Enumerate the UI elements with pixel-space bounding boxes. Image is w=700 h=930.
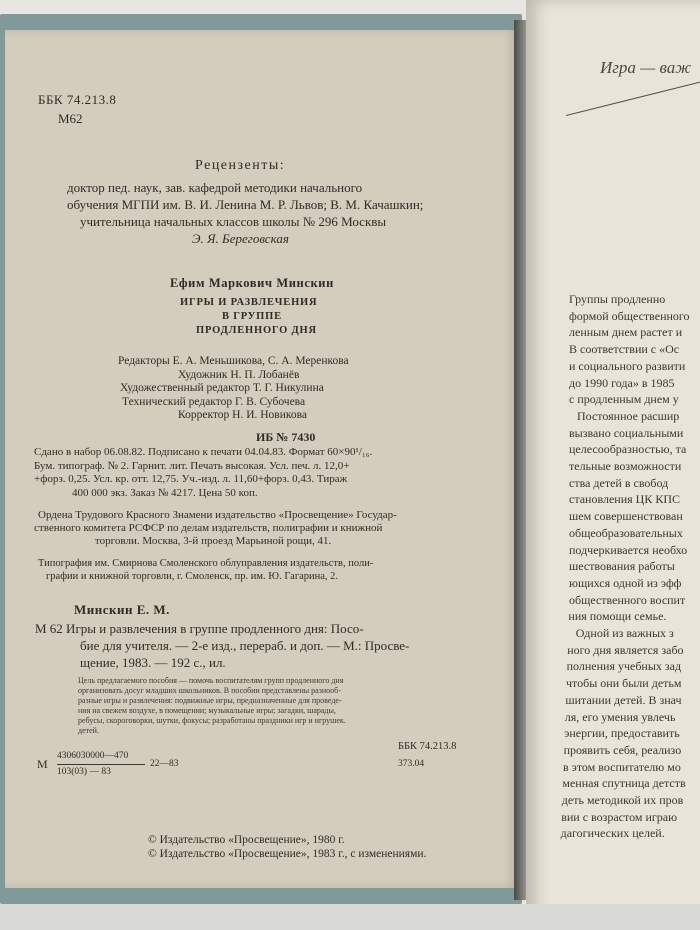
library-card-line: бие для учителя. — 2-е изд., перераб. и доп. — М.: Просве- xyxy=(80,638,410,653)
book-title-line: ИГРЫ И РАЗВЛЕЧЕНИЯ xyxy=(180,297,318,308)
table-surface xyxy=(0,904,700,930)
right-page-line: ленным днем растет и xyxy=(569,325,683,340)
copyright-line: © Издательство «Просвещение», 1983 г., с изменениями. xyxy=(148,848,427,860)
annotation-line: Цель предлагаемого пособия — помочь воспитателям групп продленного дня xyxy=(78,676,344,685)
right-page-line: чтобы они были детьм xyxy=(566,676,682,691)
right-page-line: проявить себя, реализо xyxy=(563,742,682,757)
right-page-line: общественного воспит xyxy=(569,592,686,607)
right-page-line: шитании детей. В знач xyxy=(565,692,682,707)
book-title-line: ПРОДЛЕННОГО ДНЯ xyxy=(196,325,317,336)
formula-code: 22—83 xyxy=(150,759,179,769)
formula-numerator: 4306030000—470 xyxy=(57,751,129,761)
credit-line: Технический редактор Г. В. Субочева xyxy=(122,396,306,408)
bbk-author-mark: М62 xyxy=(58,111,83,126)
reviewer-line: доктор пед. наук, зав. кафедрой методики начального xyxy=(67,180,363,195)
credit-line: Редакторы Е. А. Меньшикова, С. А. Меренкова xyxy=(118,355,349,367)
right-page-line: Одной из важных з xyxy=(575,626,674,640)
annotation-line: ребусы, скороговорки, шутки, фокусы; разработаны праздники игр и игрушек. xyxy=(78,716,346,725)
udc-code: 373.04 xyxy=(398,759,425,769)
formula-denominator: 103(03) — 83 xyxy=(57,767,111,777)
right-page-line: подчеркивается необхо xyxy=(569,542,688,557)
formula-m: М xyxy=(37,757,48,771)
credit-line: Художественный редактор Т. Г. Никулина xyxy=(120,382,324,394)
right-page-line: В соответствии с «Ос xyxy=(569,342,680,357)
reviewer-line: учительница начальных классов школы № 296 Москвы xyxy=(80,214,387,229)
typography-line: Типография им. Смирнова Смоленского облуправления издательств, поли- xyxy=(38,558,374,569)
right-page-line: Группы продленно xyxy=(569,292,666,306)
right-page-line: деть методикой их пров xyxy=(561,793,684,807)
annotation-line: организовать досуг младших школьников. В пособии представлены разнооб- xyxy=(78,686,341,695)
right-page-line: ного дня является забо xyxy=(567,642,684,657)
library-card-line: щение, 1983. — 192 с., ил. xyxy=(80,655,226,670)
right-page-line: вии с возрастом играю xyxy=(561,809,678,824)
ib-number: ИБ № 7430 xyxy=(256,430,316,444)
right-page-line: становления ЦК КПС xyxy=(569,492,680,507)
right-page-line: формой общественного xyxy=(569,308,690,323)
publisher-line: ственного комитета РСФСР по делам издательств, полиграфии и книжной xyxy=(34,522,383,534)
author-name: Ефим Маркович Минскин xyxy=(170,276,334,290)
right-page-line: вызвано социальными xyxy=(569,425,684,440)
right-page-line: полнения учебных зад xyxy=(566,659,682,674)
right-page-line: общеобразовательных xyxy=(569,525,683,540)
library-card-line: М 62 Игры и развлечения в группе продленного дня: Посо- xyxy=(35,621,364,636)
annotation-line: ния на свежем воздухе, в помещении; музыкальные игры; загадки, шарады, xyxy=(78,706,336,715)
annotation-line: детей. xyxy=(78,726,99,735)
credit-line: Художник Н. П. Лобанёв xyxy=(178,369,300,381)
right-page-line: менная спутница детств xyxy=(562,776,686,791)
copyright-line: © Издательство «Просвещение», 1980 г. xyxy=(148,834,345,846)
right-page-line: с продленным днем у xyxy=(569,392,679,407)
print-info-line: +форз. 0,25. Усл. кр. отт. 12,75. Уч.-изд. л. 11,60+форз. 0,43. Тираж xyxy=(34,473,348,485)
reviewer-line: Э. Я. Береговская xyxy=(192,231,289,246)
right-page-heading: Игра — важ xyxy=(600,58,692,77)
right-page-line: ства детей в свобод xyxy=(569,475,669,490)
right-page-line: энергии, предоставить xyxy=(564,726,680,741)
right-page-line: шествования работы xyxy=(569,559,675,574)
reviewers-heading: Рецензенты: xyxy=(195,158,286,173)
publisher-line: торговли. Москва, 3-й проезд Марьиной рощи, 41. xyxy=(95,535,332,547)
right-page-line: до 1990 года» в 1985 xyxy=(569,375,675,390)
right-page-line: ния помощи семье. xyxy=(568,609,667,624)
print-info-line: Сдано в набор 06.08.82. Подписано к печати 04.04.83. Формат 60×90¹/₁₆. xyxy=(34,446,373,458)
credit-line: Корректор Н. И. Новикова xyxy=(178,409,308,421)
library-card-author: Минскин Е. М. xyxy=(74,602,170,617)
annotation-line: разные игры и развлечения: подвижные игры, предназначенные для проведе- xyxy=(78,696,342,705)
bbk-repeat: ББК 74.213.8 xyxy=(398,741,457,752)
right-page-line: целесообразностью, та xyxy=(569,442,687,457)
right-page-line: дагогических целей. xyxy=(560,826,665,841)
right-page-line: ля, его умения увлечь xyxy=(564,709,676,724)
right-page-line: Постоянное расшир xyxy=(577,408,680,423)
fraction-bar xyxy=(57,764,145,765)
publisher-line: Ордена Трудового Красного Знамени издательство «Просвещение» Государ- xyxy=(38,509,397,521)
print-info-line: 400 000 экз. Заказ № 4217. Цена 50 коп. xyxy=(72,487,258,499)
reviewer-line: обучения МГПИ им. В. И. Ленина М. Р. Львов; В. М. Качашкин; xyxy=(67,197,424,212)
bbk-code: ББК 74.213.8 xyxy=(38,92,117,107)
right-page-line: в этом воспитателю мо xyxy=(563,759,681,774)
typography-line: графии и книжной торговли, г. Смоленск, пр. им. Ю. Гагарина, 2. xyxy=(46,571,339,582)
print-info-line: Бум. типограф. № 2. Гарнит. лит. Печать высокая. Усл. печ. л. 12,0+ xyxy=(34,460,350,472)
right-page-line: тельные возможности xyxy=(569,459,682,473)
right-page-line: ющихся одной из эфф xyxy=(569,575,682,590)
right-page-line: и социального развити xyxy=(569,358,686,373)
book-title-line: В ГРУППЕ xyxy=(222,311,282,322)
right-page-line: шем совершенствован xyxy=(569,509,683,524)
